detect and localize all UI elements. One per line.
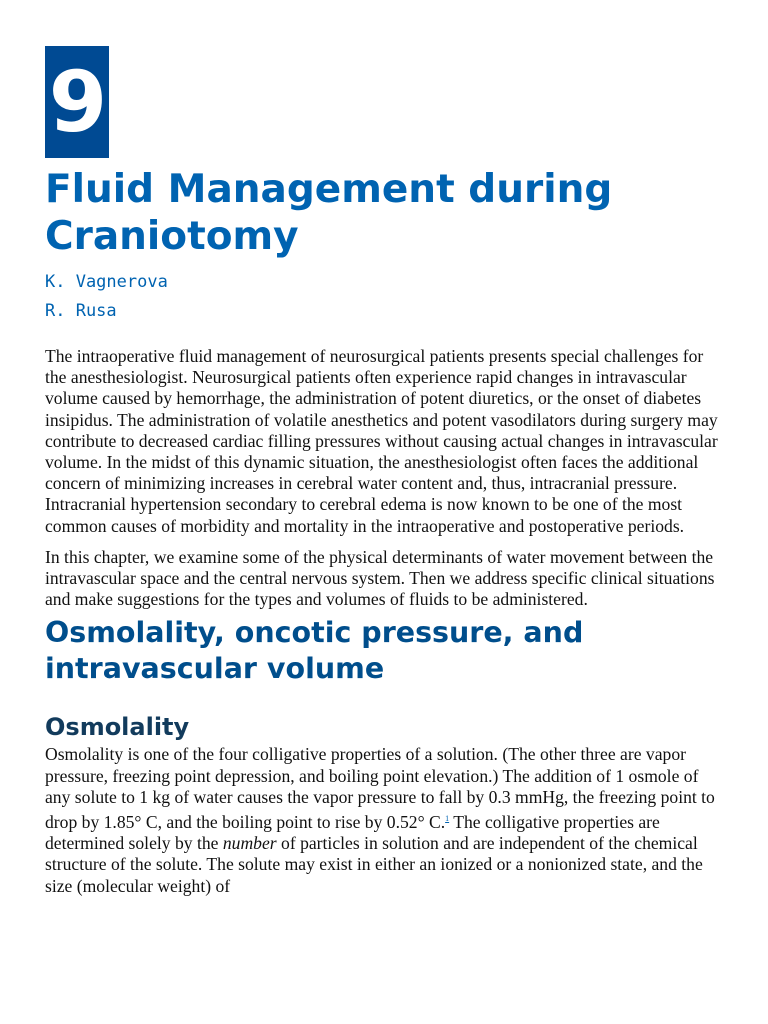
paragraph-text: of particles in solution and are independent of the chemical structure of the solute. The solute may exist in either an ionized or a nonionized state, and the size (molecular weight) of — [45, 833, 703, 896]
emphasized-word: number — [222, 833, 277, 854]
chapter-title: Fluid Management during Craniotomy — [45, 167, 613, 259]
chapter-page — [45, 46, 725, 897]
author-name: R. Rusa — [45, 301, 117, 321]
chapter-number-badge: 9 — [45, 46, 109, 158]
paragraph-text: Osmolality is one of the four colligative properties of a solution. (The other three are vapor pressure, freezing point depression, and boiling point elevation.) The addition of 1 osmole of any solute to 1 kg of water causes the vapor pressure to fall by 0.3 mmHg, the freezing point to drop by 1.85° C, and the boiling point to rise by 0.52° C. — [45, 744, 715, 832]
author-name: K. Vagnerova — [45, 272, 168, 292]
osmolality-paragraph — [45, 744, 725, 896]
intro-paragraph: In this chapter, we examine some of the physical determinants of water movement between the intravascular space and the central nervous system. Then we address specific clinical situations and make suggestions for the types and volumes of fluids to be administered. — [45, 546, 715, 610]
subsection-heading: Osmolality — [45, 713, 190, 742]
intro-paragraph: The intraoperative fluid management of neurosurgical patients presents special challenges for the anesthesiologist. Neurosurgical patients often experience rapid changes in intravascular volume caused by hemorrhage, the administration of potent diuretics, or the onset of diabetes insipidus. The administration of volatile anesthetics and potent vasodilators during surgery may contribute to decreased cardiac filling pressures without causing actual changes in intravascular volume. In the midst of this dynamic situation, the anesthesiologist often faces the additional concern of minimizing increases in cerebral water content and, thus, intracranial pressure. Intracranial hypertension secondary to cerebral edema is now known to be one of the most common causes of morbidity and mortality in the intraoperative and postoperative periods. — [45, 346, 718, 536]
reference-link[interactable]: 1 — [445, 814, 450, 824]
paragraph-text: The colligative properties are determined solely by the — [45, 811, 660, 854]
section-heading: Osmolality, oncotic pressure, and intravascular volume — [45, 616, 584, 686]
author-list — [45, 268, 725, 326]
